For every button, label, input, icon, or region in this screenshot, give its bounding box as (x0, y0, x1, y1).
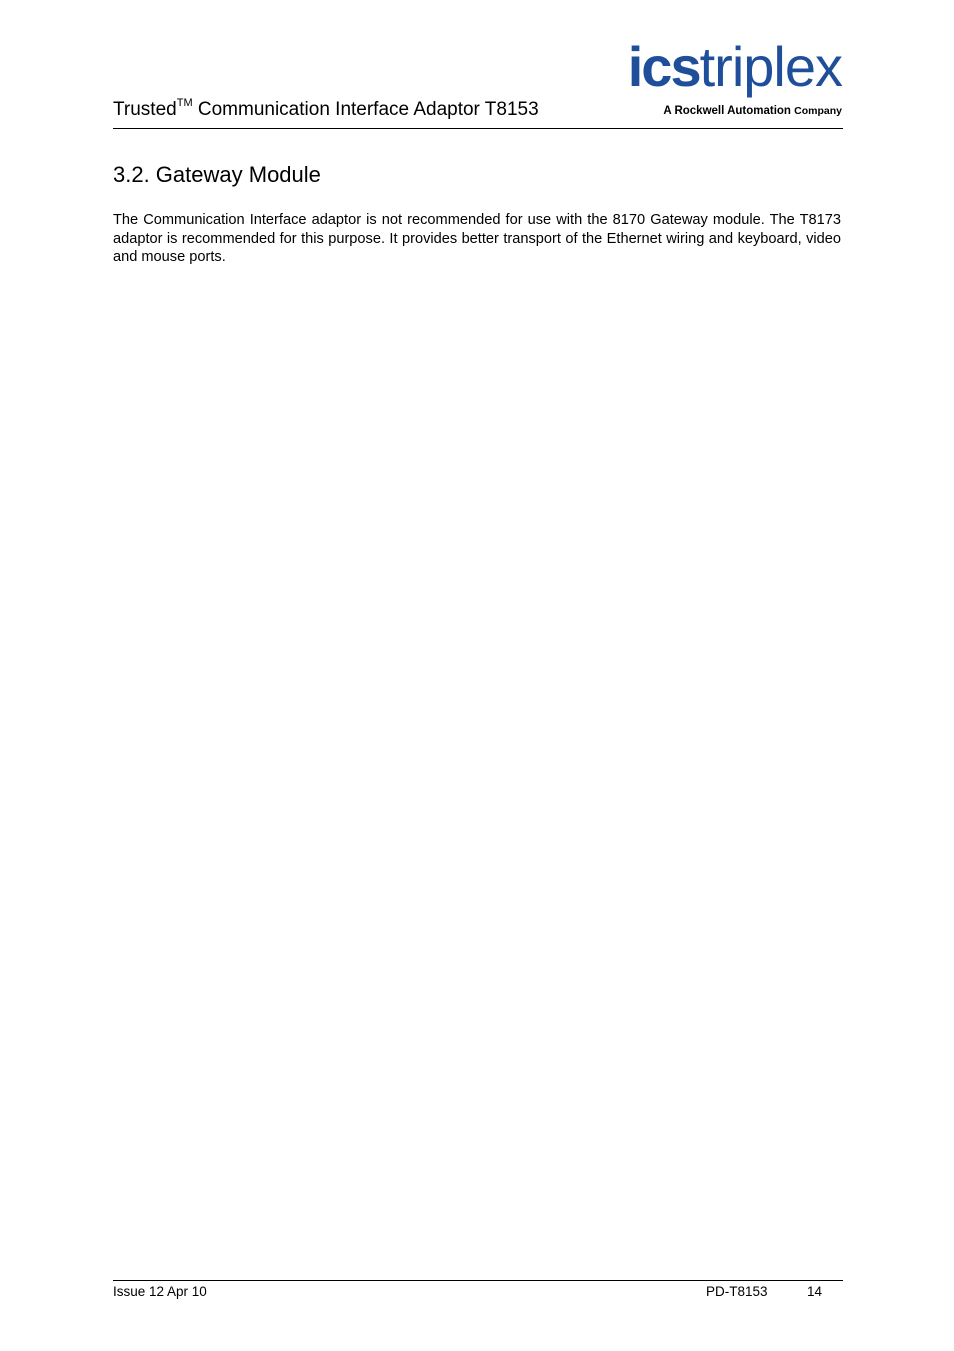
page-header (113, 35, 843, 129)
logo-tagline-suffix: Company (794, 105, 842, 117)
footer-issue-date: Issue 12 Apr 10 (113, 1284, 207, 1299)
title-suffix: Communication Interface Adaptor T8153 (192, 99, 539, 120)
logo-tagline (663, 104, 842, 118)
footer-document-id: PD-T8153 (706, 1284, 768, 1299)
logo-wordmark (627, 35, 842, 98)
section-heading: 3.2. Gateway Module (113, 162, 321, 187)
section-paragraph: The Communication Interface adaptor is not recommended for use with the 8170 Gateway module. The T8173 adaptor is recommended for this purpose. It provides better transport of the Ethernet wiring and keyboard, video and mouse ports. (113, 212, 841, 266)
logo-word-ics: ics (627, 35, 700, 98)
page-footer (113, 1280, 843, 1303)
footer-page-number: 14 (807, 1284, 823, 1299)
logo-tagline-company: A Rockwell Automation (663, 105, 791, 117)
document-title (113, 99, 539, 121)
ics-triplex-logo (610, 35, 842, 120)
trademark-superscript: TM (176, 97, 193, 109)
logo-word-triplex: triplex (699, 35, 842, 98)
title-prefix: Trusted (113, 99, 177, 120)
